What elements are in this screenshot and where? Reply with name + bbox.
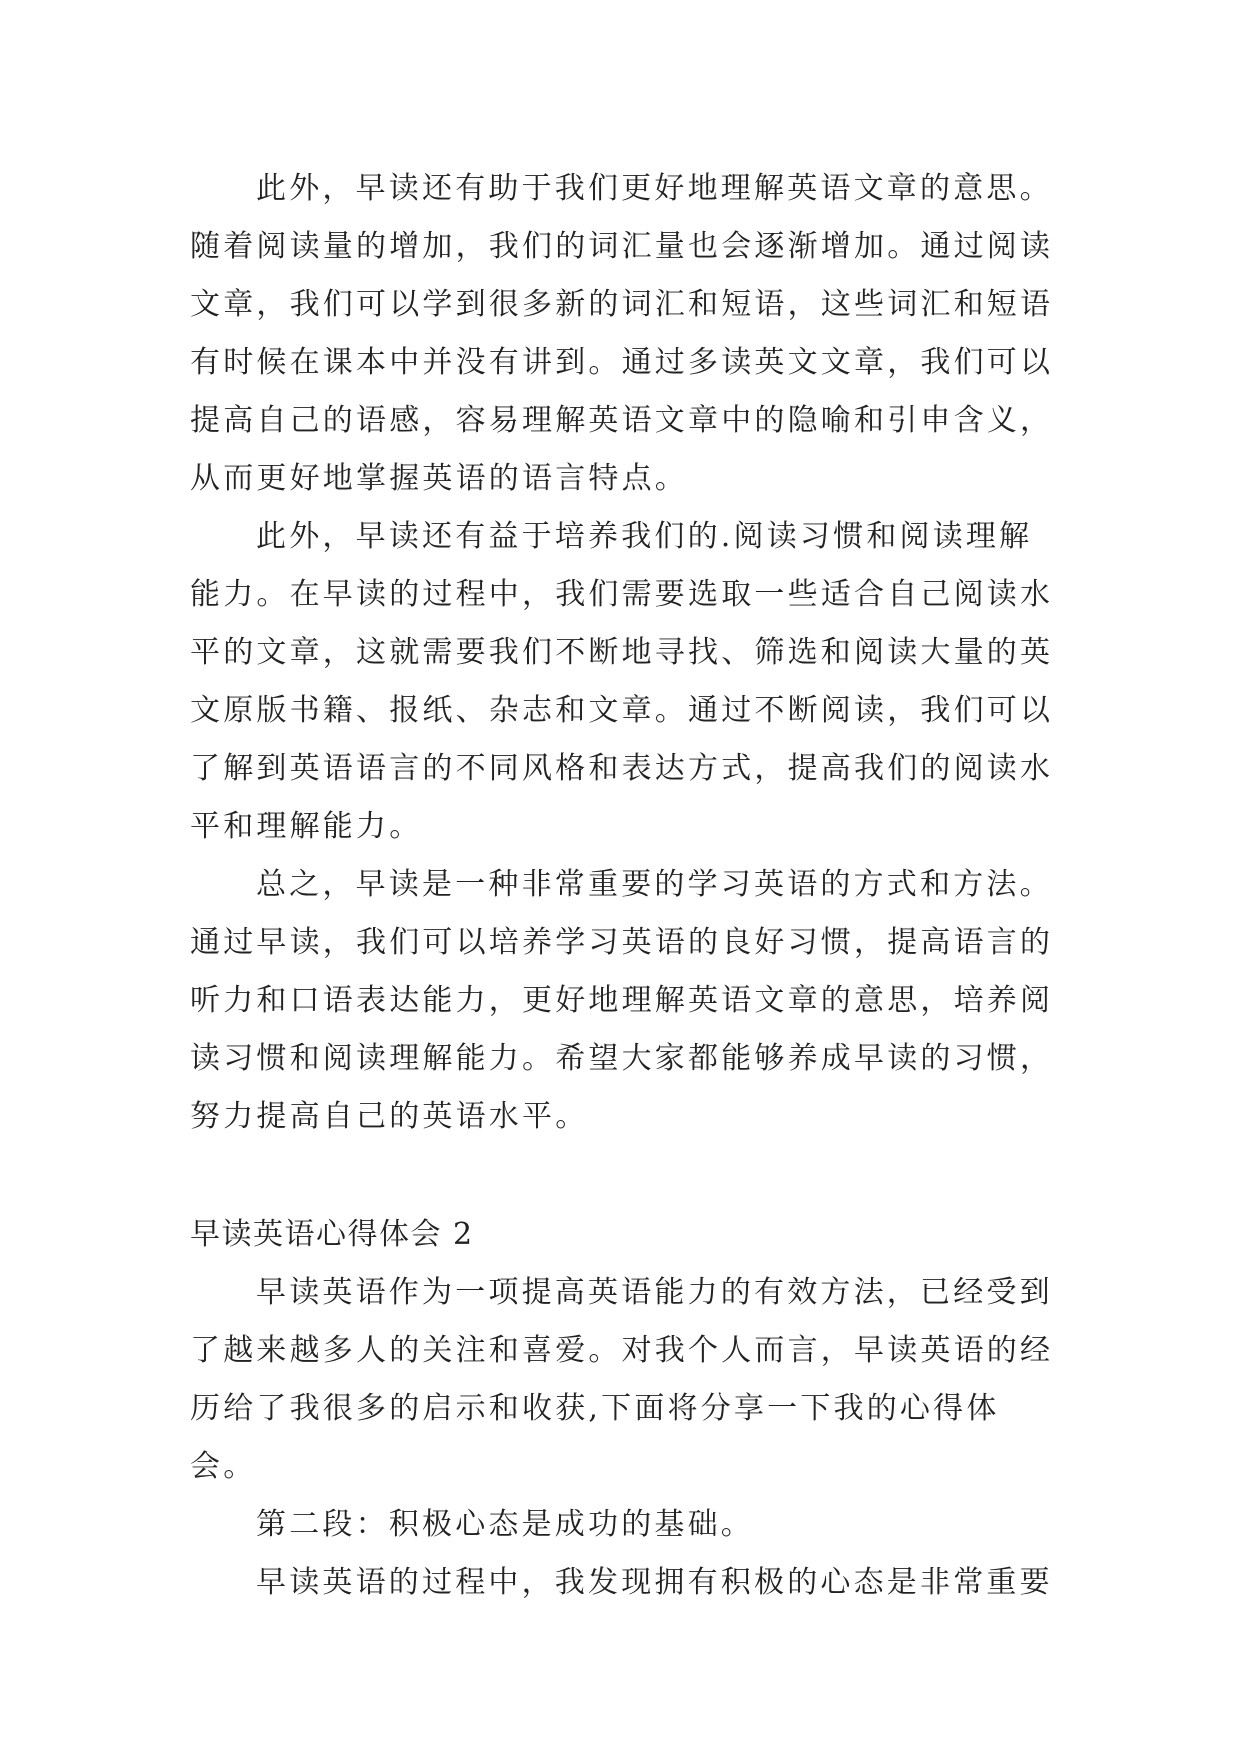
paragraph-conclusion: 总之，早读是一种非常重要的学习英语的方式和方法。通过早读，我们可以培养学习英语的良好习惯，提高语言的听力和口语表达能力，更好地理解英语文章的意思，培养阅读习惯和阅读理解能力。希望大家都能够养成早读的习惯，努力提高自己的英语水平。	[190, 867, 1054, 1134]
paragraph-positive-mindset: 早读英语的过程中，我发现拥有积极的心态是非常重要	[256, 1565, 1053, 1600]
paragraph-understanding: 此外，早读还有助于我们更好地理解英语文章的意思。随着阅读量的增加，我们的词汇量也会逐渐增加。通过阅读文章，我们可以学到很多新的词汇和短语，这些词汇和短语有时候在课本中并没有讲到。通过多读英文文章，我们可以提高自己的语感，容易理解英语文章中的隐喻和引申含义，从而更好地掌握英语的语言特点。	[190, 171, 1054, 496]
paragraph-reading-habits: 此外，早读还有益于培养我们的.阅读习惯和阅读理解能力。在早读的过程中，我们需要选取一些适合自己阅读水平的文章，这就需要我们不断地寻找、筛选和阅读大量的英文原版书籍、报纸、杂志和文章。通过不断阅读，我们可以了解到英语语言的不同风格和表达方式，提高我们的阅读水平和理解能力。	[190, 519, 1054, 844]
paragraph-intro: 早读英语作为一项提高英语能力的有效方法，已经受到了越来越多人的关注和喜爱。对我个人而言，早读英语的经历给了我很多的启示和收获,下面将分享一下我的心得体会。	[190, 1275, 1054, 1484]
paragraph-subheading: 第二段：积极心态是成功的基础。	[256, 1507, 754, 1542]
section-heading: 早读英语心得体会 2	[190, 1217, 474, 1252]
document-body	[190, 160, 1060, 1612]
